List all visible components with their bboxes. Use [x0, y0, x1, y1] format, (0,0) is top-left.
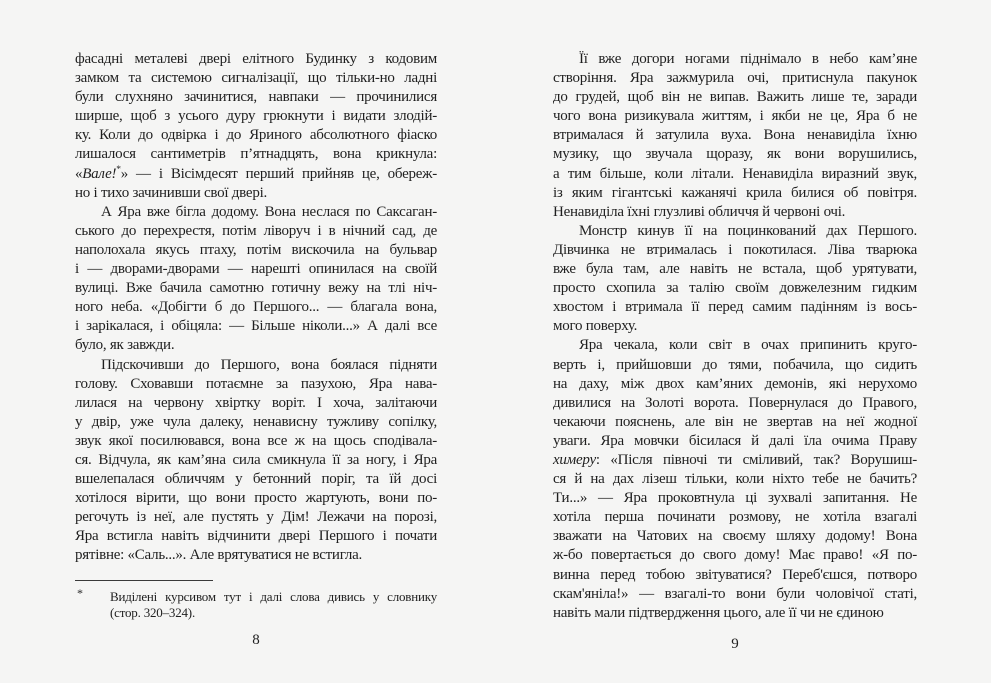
text-line: а тим більше, коли літали. Ненавиділа виразний звук,	[553, 165, 917, 182]
page-number-right: 9	[731, 636, 739, 652]
text-line: вшелепалася обличчям у бетонний поріг, та їй досі	[75, 471, 437, 488]
text-line: були слухняно зачинитися, навпаки — прочинилися	[75, 89, 437, 106]
footnote-marker: *	[77, 585, 83, 600]
text-line: лилася на червону хвіртку воріт. І хоча, залітаючи	[75, 394, 437, 411]
paragraph	[553, 336, 917, 622]
text-line: на даху, між двох кам’яних демонів, які нерухомо	[553, 375, 917, 392]
page-number-left: 8	[252, 632, 260, 648]
text-line: ся й на дах лізеш тільки, коли ніхто тебе не бачить?	[553, 471, 917, 488]
text-line: Яра встигла навіть відчинити двері Першого і почати	[75, 528, 437, 545]
text-line: дивилися на Золоті ворота. Повернулася до Правого,	[553, 394, 917, 411]
text-line: Монстр кинув її на поцинкований дах Першого.	[579, 222, 917, 239]
text-line: із яким гігантські кажанячі крила билися об повітря.	[553, 184, 917, 201]
text-line: вулиці. Вже бачила самотню готичну вежу на тлі ніч-	[75, 280, 437, 297]
paragraph	[553, 50, 917, 222]
text-line: винна перед тобою звітуватися? Переб'єшся, потворо	[553, 566, 917, 583]
text-line: ж-бо повертається до свого дому! Має право! «Я по-	[553, 547, 917, 564]
text-line: мого поверху.	[553, 318, 638, 335]
text-line: лишалося сантиметрів п’ятнадцять, вона крикнула:	[75, 146, 437, 163]
text-line: химеру: «Після півночі ти сміливий, так? Ворушиш-	[553, 451, 917, 468]
page-right-text	[553, 50, 917, 623]
text-line: і зарікалася, і обіцяла: — Більше ніколи...» А далі все	[75, 318, 437, 335]
text-line: до грудей, щоб він не випав. Важить лише те, заради	[553, 89, 917, 106]
text-line: уваги. Яра мовчки бісилася й далі їла очима Праву	[553, 432, 917, 449]
text-line: звук якої посилювався, вона все ж на щось сподівала-	[75, 432, 437, 449]
text-line: скам'яніла!» — взагалі-то вони були чоловічої статі,	[553, 585, 917, 602]
text-line: музику, що звучала щоразу, як вони ворушились,	[553, 146, 917, 163]
footnote-text	[110, 589, 437, 623]
page-left	[75, 50, 437, 622]
text-line: «Вале!*» — і Вісімдесят перший прийняв це, обереж-	[75, 164, 437, 182]
footnote-line: (стор. 320–324).	[110, 605, 195, 621]
text-line: замком та системою сигналізації, що тільки-но ладні	[75, 70, 437, 87]
text-line: Яра чекала, коли світ в очах припинить круго-	[579, 337, 917, 354]
page-right	[553, 50, 917, 623]
text-line: ширше, щоб з усього дуру грюкнути і видати злодій-	[75, 108, 437, 125]
text-line: втрималася й затулила вуха. Вона ненавиділа їхню	[553, 127, 917, 144]
text-line: Дівчинка не втрималась і покотилася. Ліва тварюка	[553, 241, 917, 258]
footnote-line: Виділені курсивом тут і далі слова дивись у словнику	[110, 588, 437, 604]
footnote-body	[75, 585, 437, 623]
text-line: фасадні металеві двері елітного Будинку з кодовим	[75, 51, 437, 67]
text-line: наполохала якусь птаху, потім вискочила на бульвар	[75, 241, 437, 258]
text-line: і — дворами-дворами — нарешті опинилася на своїй	[75, 261, 437, 278]
text-line: хотілося вірити, що вони просто жартують, вони по-	[75, 490, 437, 507]
text-line: просто схопила за талію своїм довжелезним гидким	[553, 280, 917, 297]
text-line: рятівне: «Саль...». Але врятуватися не встигла.	[75, 547, 362, 564]
footnote-divider	[75, 580, 213, 581]
text-line: А Яра вже бігла додому. Вона неслася по Саксаган-	[101, 203, 437, 220]
glossary-word: Вале!	[82, 165, 117, 182]
footnote-ref: *	[116, 164, 121, 175]
text-line: Підскочивши до Першого, вона боялася підняти	[101, 356, 437, 373]
text-line: зважати на Чатових на своєму шляху додому! Вона	[553, 528, 917, 545]
paragraph	[553, 222, 917, 337]
text-line: но і тихо зачинивши свої двері.	[75, 184, 267, 201]
paragraph	[75, 356, 437, 566]
footnote	[75, 580, 437, 623]
text-line: вже була там, але навіть не встала, щоб урятувати,	[553, 261, 917, 278]
text-line: Її вже догори ногами піднімало в небо кам’яне	[579, 51, 917, 67]
text-line: чого вона ризикувала життям, і якби не це, Яра б не	[553, 108, 917, 125]
text-line: у двір, уже чула далеку, ненависну тужливу сопілку,	[75, 413, 437, 430]
text-line: ся. Відчула, як кам’яна сила смикнула її за ногу, і Яра	[75, 451, 437, 468]
text-line: Ти...» — Яра проковтнула ці зухвалі запитання. Не	[553, 490, 917, 507]
text-line: Ненавиділа їхні глузливі обличчя й червоні очі.	[553, 203, 846, 220]
text-line: голову. Сховавши потаємне за пазухою, Яра нава-	[75, 375, 437, 392]
text-line: ського до перехрестя, потім ліворуч і в нічний сад, де	[75, 222, 437, 239]
glossary-word: химеру	[553, 451, 596, 468]
text-line: хвостом і втримала її перед самим падінням із вось-	[553, 299, 917, 316]
text-line: навіть мали підтвердження цього, але її чи не єдиною	[553, 604, 884, 621]
text-line: регочуть із неї, але пустять у Дім! Лежачи на порозі,	[75, 509, 437, 526]
paragraph	[75, 203, 437, 356]
text-line: було, як завжди.	[75, 337, 175, 354]
text-line: створіння. Яра зажмурила очі, притиснула пакунок	[553, 70, 917, 87]
text-line: верть і, прийшовши до тями, побачила, що сидить	[553, 356, 917, 373]
text-line: ного неба. «Добігти б до Першого... — благала вона,	[75, 299, 437, 316]
text-line: чекаючи пояснень, але він не звертав на неї жодної	[553, 413, 917, 430]
page-left-text	[75, 50, 437, 566]
text-line: ку. Коли до одвірка і до Яриного абсолютного фіаско	[75, 127, 437, 144]
text-line: хотіла перша починати розмову, не хотіла взагалі	[553, 509, 917, 526]
paragraph	[75, 50, 437, 203]
